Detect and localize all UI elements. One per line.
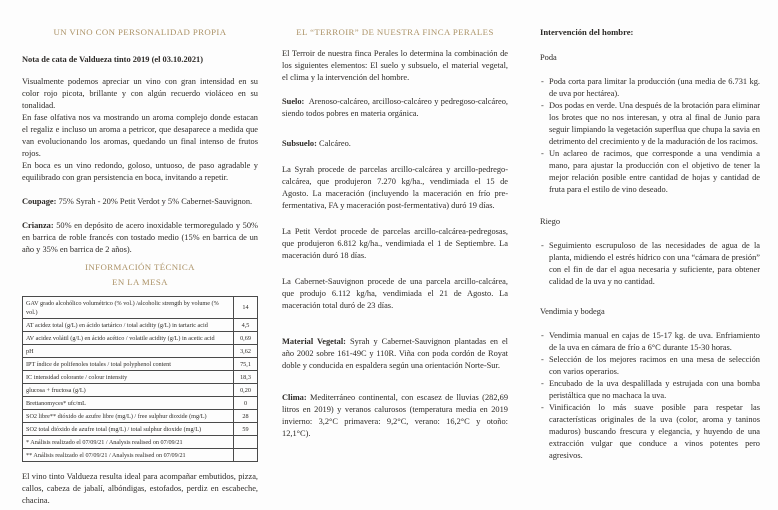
table-row-label: AV acidez volátil (g/L) en ácido acético / volatile acidity (g/L) in acetic acid	[23, 332, 234, 345]
table-row-value: 59	[234, 423, 258, 436]
middle-column-title: EL “TERROIR” DE NUESTRA FINCA PERALES	[296, 27, 494, 37]
left-column	[22, 26, 258, 510]
tasting-paragraph: En fase olfativa nos va mostrando un aroma complejo donde estacan el regaliz e incluso un aroma a petricor, que desaparece a medida que van evolucionando los aromas, quedando un final intenso de frutos rojos.	[22, 113, 258, 158]
technical-table-body	[23, 297, 258, 462]
table-row	[23, 423, 258, 436]
table-row	[23, 384, 258, 397]
section-riego-heading: Riego	[540, 217, 561, 226]
table-row	[23, 397, 258, 410]
bullet-item: - Selección de los mejores racimos en una mesa de selección con varios operarios.	[540, 354, 760, 378]
table-row-value: 18,3	[234, 371, 258, 384]
clima-label: Clima:	[282, 393, 307, 402]
table-row	[23, 436, 258, 449]
table-row-label: GAV grado alcohólico volumétrico (% vol.) /alcoholic strength by volume (% vol.)	[23, 297, 234, 319]
tasting-note-heading: Nota de cata de Valdueza tinto 2019 (el 03.10.2021)	[22, 55, 203, 64]
variety-paragraph: La Syrah procede de parcelas arcillo-calcárea y arcillo-pedrego-calcárea, que produjeron 7.270 kg/ha., vendimiada el 15 de Agosto. La maceración (incluyendo la maceración en frío pre-fermentativa, FA y maceración post-fermentativa) duró 19 días.	[282, 165, 508, 210]
table-row-label: IC intensidad colorante / colour intensity	[23, 371, 234, 384]
material-vegetal-paragraph	[282, 336, 508, 372]
right-column	[540, 26, 760, 510]
tasting-paragraphs	[22, 76, 258, 184]
bullet-item: - Poda corta para limitar la producción (una media de 6.731 kg. de uva por hectárea).	[540, 76, 760, 100]
table-row-label: pH	[23, 345, 234, 358]
table-row	[23, 345, 258, 358]
crianza-text: 50% en depósito de acero inoxidable termoregulado y 50% en barrica de roble francés con tostado medio (15% en barrica de un año y 35% en barrica de 2 años).	[22, 221, 259, 254]
right-column-title: Intervención del hombre:	[540, 27, 634, 37]
technical-table-title	[22, 260, 258, 289]
table-row-value: 14	[234, 297, 258, 319]
table-row-label: glucosa + fructosa (g/L)	[23, 384, 234, 397]
table-row-label: SO2 libre** dióxido de azufre libre (mg/L) / free sulphur dioxide (mg/L)	[23, 410, 234, 423]
terroir-intro: El Terroir de nuestra finca Perales lo determina la combinación de los siguientes elementos: El suelo y subsuelo, el material vegetal, el clima y la intervención del hombre.	[282, 49, 508, 82]
bullet-item: - Vinificación lo más suave posible para respetar las características originales de la uva (color, aroma y taninos maduros) buscando frescura y elegancia, y huyendo de una extracción vulgar que conduce a vinos potentes pero agresivos.	[540, 402, 760, 462]
table-row-label: IPT índice de polifenoles totales / total polyphenol content	[23, 358, 234, 371]
table-row-label: AT acidez total (g/L) en ácido tartárico / total acidity (g/L) in tartaric acid	[23, 319, 234, 332]
table-row	[23, 371, 258, 384]
technical-table	[22, 296, 258, 462]
tasting-paragraph: Visualmente podemos apreciar un vino con gran intensidad en su color rojo picota, brillante y con algún recuerdo violáceo en su tonalidad.	[22, 77, 258, 110]
bullet-item: - Seguimiento escrupuloso de las necesidades de agua de la planta, midiendo el estrés hídrico con una “cámara de presión” con el fin de dar el agua necesaria y suficiente, para obtener calidad de la uva y no cantidad.	[540, 240, 760, 288]
table-row-label: ** Análisis realizado el 07/09/21 / Analysis realised on 07/09/21	[23, 449, 234, 462]
table-row-value	[234, 449, 258, 462]
suelo-text: Arenoso-calcáreo, arcilloso-calcáreo y pedregoso-calcáreo, siendo todos pobres en materia orgánica.	[282, 97, 509, 118]
bullet-item: - Vendimia manual en cajas de 15-17 kg. de uva. Enfriamiento de la uva en cámara de frío a 6°C durante 15-30 horas.	[540, 330, 760, 354]
tasting-paragraph: En boca es un vino redondo, goloso, untuoso, de paso agradable y equilibrado con gran persistencia en boca, invitando a repetir.	[22, 161, 258, 182]
section-vendimia-heading: Vendimia y bodega	[540, 307, 605, 316]
coupage-text: 75% Syrah - 20% Petit Verdot y 5% Cabernet-Sauvignon.	[58, 197, 253, 206]
section-vendimia-bullets	[540, 330, 760, 462]
bullet-item: - Encubado de la uva despalillada y estrujada con una bomba peristáltica que no machaca la uva.	[540, 378, 760, 402]
left-column-title: UN VINO CON PERSONALIDAD PROPIA	[53, 27, 227, 37]
subsuelo-text: Calcáreo.	[319, 139, 351, 148]
table-row	[23, 410, 258, 423]
table-row-label: Brettanomyces* ufc/mL	[23, 397, 234, 410]
table-row	[23, 332, 258, 345]
subsuelo-label: Subsuelo:	[282, 139, 317, 148]
variety-paragraph: La Petit Verdot procede de parcelas arcillo-calcárea-pedregosas, que produjeron 6.812 kg/ha., vendimiada el 1 de Septiembre. La maceración duró 18 días.	[282, 227, 508, 260]
middle-column	[282, 26, 508, 510]
section-vendimia	[540, 306, 760, 462]
crianza-paragraph	[22, 220, 258, 256]
table-row	[23, 319, 258, 332]
pairing-paragraph: El vino tinto Valdueza resulta ideal para acompañar embutidos, pizza, callos, cabeza de jabalí, albóndigas, estofados, perdiz en escabeche, chacina.	[22, 472, 258, 505]
technical-table-title-line1: INFORMACIÓN TÉCNICA	[85, 262, 195, 272]
variety-paragraphs	[282, 164, 508, 312]
table-row-value	[234, 436, 258, 449]
suelo-label: Suelo:	[282, 97, 305, 106]
bullet-item: - Un aclareo de racimos, que corresponde a una vendimia a mano, para ajustar la producción con el objetivo de tener la mejor relación posible entre cantidad de hojas y cantidad de fruta para el estilo de vino deseado.	[540, 148, 760, 196]
table-row-value: 3,62	[234, 345, 258, 358]
crianza-label: Crianza:	[22, 221, 54, 230]
section-poda	[540, 52, 760, 196]
material-vegetal-label: Material Vegetal:	[282, 337, 346, 346]
variety-paragraph: La Cabernet-Sauvignon procede de una parcela arcillo-calcárea, que produjo 6.112 kg/ha, vendimiada el 21 de Agosto. La maceración total duró de 23 días.	[282, 277, 508, 310]
table-row	[23, 358, 258, 371]
table-row-value: 0	[234, 397, 258, 410]
technical-table-title-line2: EN LA MESA	[112, 276, 168, 287]
section-poda-heading: Poda	[540, 53, 557, 62]
table-row-value: 0,20	[234, 384, 258, 397]
clima-text: Mediterráneo continental, con escasez de lluvias (282,69 litros en 2019) y veranos calurosos (temperatura media en 2019 invierno: 3,2°C primavera: 9,2°C, verano: 16,2°C y otoño: 12,1°C).	[282, 393, 509, 438]
bullet-item: - Dos podas en verde. Una después de la brotación para eliminar los brotes que no nos interesan, y otra al final de Junio para seguir limpiando la vegetación superflua que chupa la savia en detrimento del crecimiento y de la maduración de los racimos.	[540, 100, 760, 148]
table-row-value: 28	[234, 410, 258, 423]
coupage-label: Coupage:	[22, 197, 57, 206]
table-row-label: SO2 total dióxido de azufre total (mg/L) / total sulphur dioxide (mg/L)	[23, 423, 234, 436]
table-row-value: 75,1	[234, 358, 258, 371]
clima-paragraph	[282, 392, 508, 440]
table-row-label: * Análisis realizado el 07/09/21 / Analysis realised on 07/09/21	[23, 436, 234, 449]
section-poda-bullets	[540, 76, 760, 196]
table-row-value: 0,69	[234, 332, 258, 345]
material-vegetal-text: Syrah y Cabernet-Sauvignon plantadas en el año 2002 sobre 161-49C y 110R. Viña con poda cordón de Royat doble y conducida en espaldera según una orientación Norte-Sur.	[282, 337, 509, 370]
table-row	[23, 449, 258, 462]
coupage-paragraph	[22, 196, 258, 208]
suelo-paragraph	[282, 96, 508, 120]
section-riego-bullets	[540, 240, 760, 288]
table-row	[23, 297, 258, 319]
section-riego	[540, 216, 760, 288]
subsuelo-paragraph	[282, 138, 508, 150]
table-row-value: 4,5	[234, 319, 258, 332]
